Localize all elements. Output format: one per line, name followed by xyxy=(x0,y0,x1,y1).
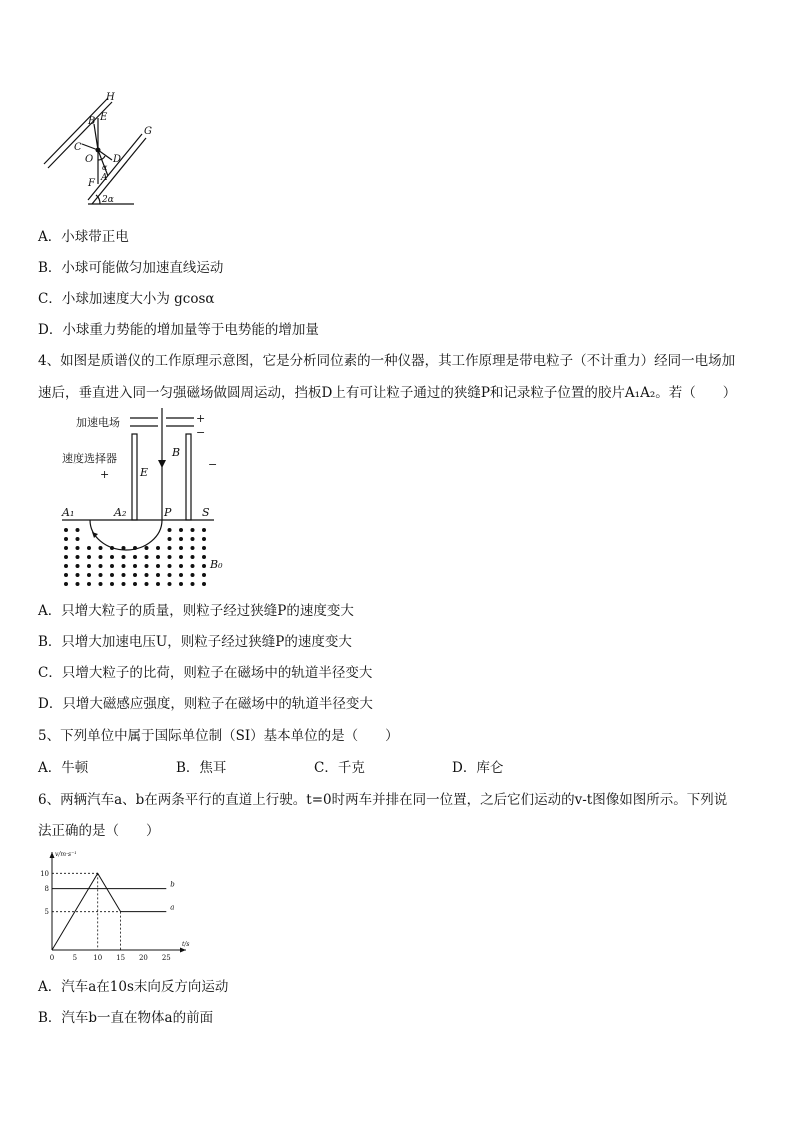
arrow-down xyxy=(158,460,166,468)
label-velocity-selector: 速度选择器 xyxy=(62,452,117,465)
field-dot xyxy=(87,546,91,550)
field-dot xyxy=(122,546,126,550)
y-tick-label: 10 xyxy=(40,869,49,878)
field-dot xyxy=(133,546,137,550)
field-dot xyxy=(168,573,172,577)
label-h: H xyxy=(106,92,115,103)
plank-right-outer xyxy=(88,134,142,200)
field-dot xyxy=(179,582,183,586)
field-dot xyxy=(87,564,91,568)
label-a: A xyxy=(101,173,108,183)
q6-option-a: A．汽车a在10s末向反方向运动 xyxy=(38,979,229,995)
field-dot xyxy=(145,555,149,559)
q4-figure xyxy=(58,408,258,590)
field-dot xyxy=(202,528,206,532)
field-dot xyxy=(179,537,183,541)
label-plus-left: + xyxy=(100,468,110,481)
x-tick-label: 20 xyxy=(138,954,148,962)
field-dot xyxy=(156,573,160,577)
q5-option-d: D．库仑 xyxy=(452,760,504,776)
q4-stem-line-2: 速后，垂直进入同一匀强磁场做圆周运动，挡板D上有可让粒子通过的狭缝P和记录粒子位置的胶片A₁A₂。若（ ） xyxy=(38,385,737,401)
field-dot xyxy=(76,555,80,559)
q5-option-c: C．千克 xyxy=(314,760,365,776)
field-dot xyxy=(156,546,160,550)
y-axis-label: v/m·s⁻¹ xyxy=(55,851,77,858)
label-p: P xyxy=(164,506,172,519)
label-g: G xyxy=(144,126,152,137)
y-axis-arrow xyxy=(50,852,55,858)
field-dot xyxy=(202,546,206,550)
field-dot xyxy=(76,537,80,541)
plank-right-inner xyxy=(92,138,146,204)
field-dot xyxy=(202,573,206,577)
field-dot xyxy=(64,564,68,568)
q3-option-b: B．小球可能做匀加速直线运动 xyxy=(38,260,224,276)
x-tick-label: 0 xyxy=(49,954,55,962)
field-dot xyxy=(191,537,195,541)
angle-arc-2a xyxy=(96,195,100,204)
label-accel-field: 加速电场 xyxy=(76,416,120,429)
label-alpha: α xyxy=(102,163,108,172)
q3-option-a: A．小球带正电 xyxy=(38,229,129,245)
q4-option-d: D．只增大磁感应强度，则粒子在磁场中的轨道半径变大 xyxy=(38,696,373,712)
q5-stem: 5、下列单位中属于国际单位制（SI）基本单位的是（ ） xyxy=(38,728,399,744)
label-minus-right: − xyxy=(208,458,218,471)
field-dot xyxy=(76,528,80,532)
field-dot xyxy=(202,582,206,586)
field-dot xyxy=(99,546,103,550)
field-dot xyxy=(191,555,195,559)
q6-stem-line-1: 6、两辆汽车a、b在两条平行的直道上行驶。t=0时两车并排在同一位置，之后它们运动的v-t图像如图所示。下列说 xyxy=(38,792,728,808)
label-e: E xyxy=(100,112,108,123)
field-dot xyxy=(191,564,195,568)
field-dot xyxy=(99,564,103,568)
x-tick-label: 15 xyxy=(116,954,126,962)
field-dot xyxy=(168,582,172,586)
field-dot xyxy=(87,582,91,586)
field-dot xyxy=(202,537,206,541)
field-dot xyxy=(76,573,80,577)
field-dot xyxy=(168,546,172,550)
label-c: C xyxy=(74,142,82,153)
q4-option-c: C．只增大粒子的比荷，则粒子在磁场中的轨道半径变大 xyxy=(38,665,373,681)
x-tick-label: 5 xyxy=(72,954,78,962)
field-dot xyxy=(110,546,114,550)
field-dot xyxy=(133,555,137,559)
field-dot xyxy=(156,564,160,568)
field-dot xyxy=(145,573,149,577)
field-dot xyxy=(133,564,137,568)
field-dot xyxy=(76,564,80,568)
field-dot xyxy=(110,582,114,586)
label-b: B xyxy=(88,116,96,127)
field-dot xyxy=(145,564,149,568)
field-dot xyxy=(191,546,195,550)
field-dot xyxy=(202,555,206,559)
field-dot xyxy=(168,564,172,568)
x-tick-label: 25 xyxy=(161,954,171,962)
field-dot xyxy=(179,573,183,577)
field-dot xyxy=(156,555,160,559)
label-a1: A₁ xyxy=(62,506,75,519)
field-dot xyxy=(110,564,114,568)
field-dot xyxy=(191,582,195,586)
field-dot xyxy=(191,573,195,577)
q5-option-a: A．牛顿 xyxy=(38,760,89,776)
field-dot xyxy=(64,573,68,577)
label-b0: B₀ xyxy=(210,558,223,571)
q5-options xyxy=(38,759,503,777)
field-dot xyxy=(191,528,195,532)
label-2alpha: 2α xyxy=(102,195,114,205)
field-dot xyxy=(122,582,126,586)
ray-oc xyxy=(82,144,98,150)
label-o: O xyxy=(85,154,94,165)
q3-option-d: D．小球重力势能的增加量等于电势能的增加量 xyxy=(38,322,319,338)
field-dot xyxy=(110,573,114,577)
field-dot xyxy=(64,546,68,550)
field-dot xyxy=(168,555,172,559)
field-dot xyxy=(179,546,183,550)
field-dot xyxy=(168,528,172,532)
label-f: F xyxy=(88,178,95,189)
field-dot xyxy=(133,582,137,586)
q3-figure xyxy=(38,88,178,212)
label-b-field: B xyxy=(172,446,181,459)
field-dot xyxy=(110,555,114,559)
field-dot xyxy=(179,555,183,559)
field-dot xyxy=(122,555,126,559)
label-a2: A₂ xyxy=(114,506,127,519)
y-tick-label: 8 xyxy=(44,885,49,894)
x-axis-label: t/s xyxy=(182,941,190,948)
x-tick-label: 10 xyxy=(93,954,103,962)
magnetic-field-dots xyxy=(64,528,206,586)
field-dot xyxy=(122,573,126,577)
vt-chart xyxy=(36,848,196,966)
field-dot xyxy=(99,555,103,559)
field-dot xyxy=(64,528,68,532)
selector-plate-right xyxy=(186,434,191,520)
field-dot xyxy=(76,546,80,550)
field-dot xyxy=(76,582,80,586)
field-dot xyxy=(156,582,160,586)
x-axis-arrow xyxy=(180,948,186,953)
label-d: D xyxy=(113,154,122,165)
field-dot xyxy=(64,582,68,586)
field-dot xyxy=(64,537,68,541)
q6-stem-line-2: 法正确的是（ ） xyxy=(38,823,160,839)
field-dot xyxy=(168,537,172,541)
field-dot xyxy=(87,555,91,559)
field-dot xyxy=(64,555,68,559)
field-dot xyxy=(87,573,91,577)
particle-path-arc xyxy=(90,520,162,550)
series-label-a: a xyxy=(170,903,175,912)
field-dot xyxy=(99,582,103,586)
q3-option-c: C．小球加速度大小为 gcosα xyxy=(38,291,215,307)
y-tick-label: 5 xyxy=(44,908,49,917)
field-dot xyxy=(145,582,149,586)
label-plus-top: + xyxy=(196,412,206,425)
field-dot xyxy=(179,528,183,532)
label-s: S xyxy=(202,506,210,519)
selector-plate-left xyxy=(132,434,137,520)
label-minus-top: − xyxy=(196,426,206,439)
q4-option-b: B．只增大加速电压U，则粒子经过狭缝P的速度变大 xyxy=(38,634,352,650)
field-dot xyxy=(202,564,206,568)
q6-option-b: B．汽车b一直在物体a的前面 xyxy=(38,1010,214,1026)
q4-option-a: A．只增大粒子的质量，则粒子经过狭缝P的速度变大 xyxy=(38,603,354,619)
q5-option-b: B．焦耳 xyxy=(176,760,227,776)
field-dot xyxy=(122,564,126,568)
series-label-b: b xyxy=(170,880,175,889)
field-dot xyxy=(145,546,149,550)
field-dot xyxy=(133,573,137,577)
field-dot xyxy=(179,564,183,568)
q4-stem-line-1: 4、如图是质谱仪的工作原理示意图，它是分析同位素的一种仪器，其工作原理是带电粒子（不计重力）经同一电场加 xyxy=(38,353,736,369)
ball-o xyxy=(96,148,101,153)
label-e-field: E xyxy=(140,466,149,479)
field-dot xyxy=(99,573,103,577)
